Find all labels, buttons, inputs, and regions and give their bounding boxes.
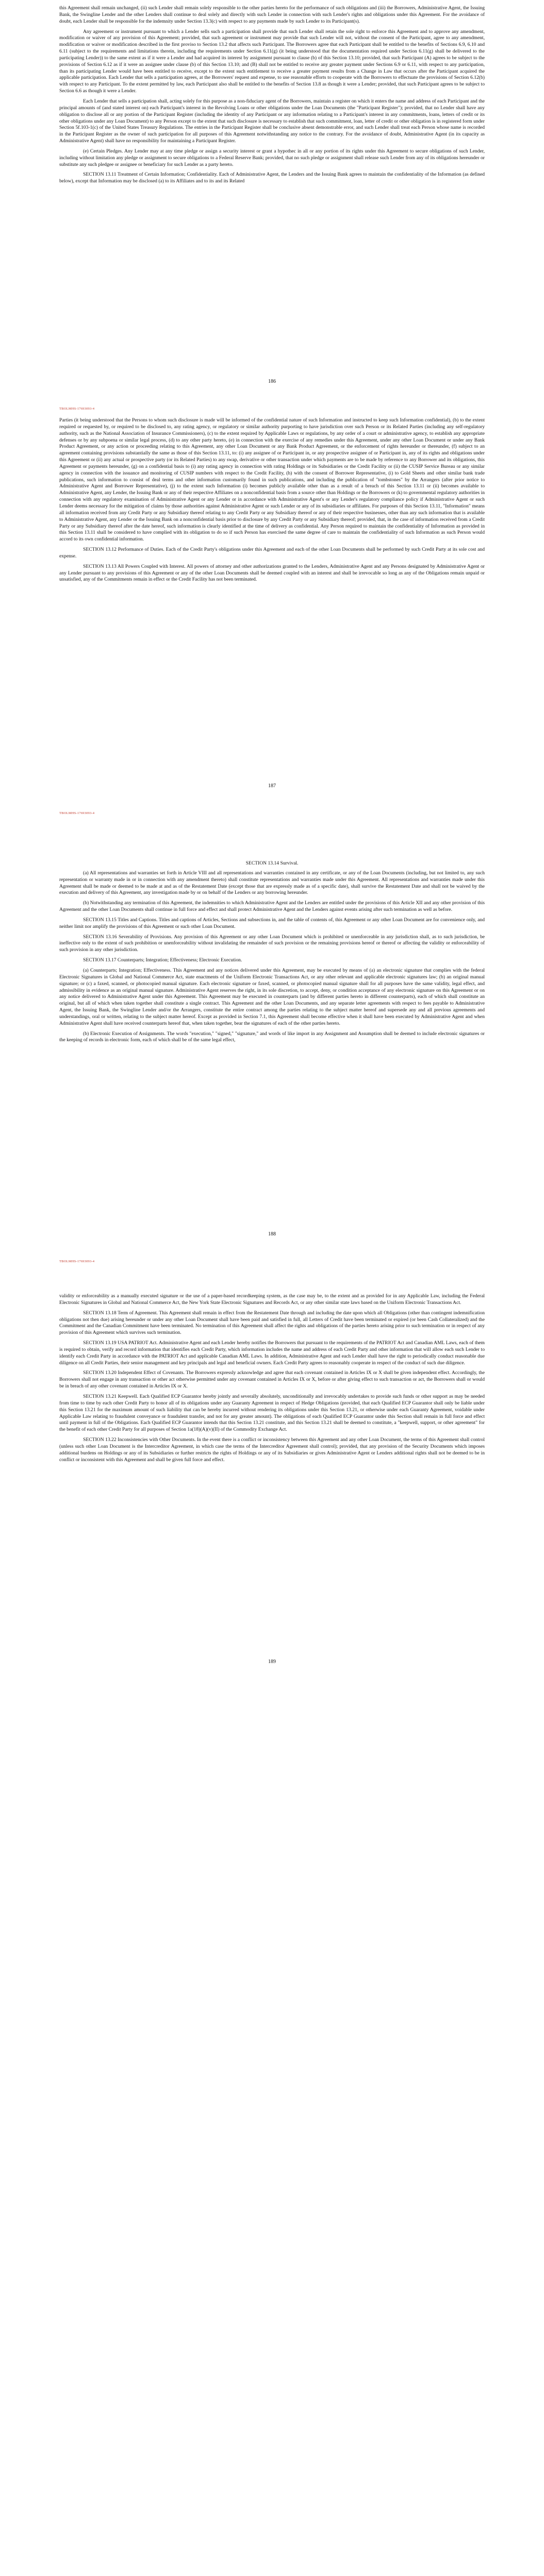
paragraph: SECTION 13.13 All Powers Coupled with Interest. All powers of attorney and other authorizations granted to the Lenders, Administrative Agent and any Persons designated by Administrative Agent or any Lender pursuant to any provisions of this Agreement or any of the other Loan Documents shall be deemed coupled with an interest and shall be irrevocable so long as any of the Obligations remain unpaid or unsatisfied, any of the Commitments remain in effect or the Credit Facility has not been terminated. <box>59 563 485 583</box>
page-number: 186 <box>268 379 276 384</box>
paragraph: Parties (it being understood that the Persons to whom such disclosure is made will be informed of the confidential nature of such Information and instructed to keep such Information confidential), (b) to the extent required or requested by, or required to be disclosed to, any rating agency, or regulatory or similar authority purporting to have jurisdiction over such Person or its Related Parties (including any self-regulatory authority, such as the National Association of Insurance Commissioners), (c) to the extent required by Applicable Laws or regulations, by any order of a court or administrative agency, to establish any appropriate defenses or by any subpoena or similar legal process, (d) to any other party hereto, (e) in connection with the exercise of any remedies under this Agreement, under any other Loan Document or under any Bank Product Agreement, or any action or proceeding relating to this Agreement, any other Loan Document or any Bank Product Agreement, or the enforcement of rights hereunder or thereunder, (f) subject to an agreement containing provisions substantially the same as those of this Section 13.11, to: (i) any assignee of or Participant in, or any prospective assignee of or Participant in, any of its rights and obligations under this Agreement or (ii) any actual or prospective party (or its Related Parties) to any swap, derivative or other transaction under which payments are to be made by reference to any Borrower and its obligations, this Agreement or payments hereunder, (g) on a confidential basis to (i) any rating agency in connection with rating Holdings or its Subsidiaries or the Credit Facility or (ii) the CUSIP Service Bureau or any similar agency in connection with the issuance and monitoring of CUSIP numbers with respect to the Credit Facility, (h) with the consent of Borrower Representative, (i) to Gold Sheets and other similar bank trade publications, such information to consist of deal terms and other information customarily found in such publications, and including the publication of "tombstones" by the Arrangers (after prior notice to Administrative Agent and Borrower Representative), (j) to the extent such Information (i) becomes publicly available other than as a result of a breach of this Section 13.11 or (ii) becomes available to Administrative Agent, any Lender, the Issuing Bank or any of their respective Affiliates on a nonconfidential basis from a source other than Holdings or the Borrowers or (k) to governmental regulatory authorities in connection with any regulatory examination of Administrative Agent or any Lender or in accordance with Administrative Agent's or any Lender's regulatory compliance policy if Administrative Agent or such Lender deems necessary for the mitigation of claims by those authorities against Administrative Agent or such Lender or any of its subsidiaries or affiliates. For purposes of this Section 13.11, "Information" means all information received from any Credit Party or any Subsidiary thereof relating to any Credit Party or any Subsidiary thereof or any of their respective businesses, other than any such information that is available to Administrative Agent, any Lender or the Issuing Bank on a nonconfidential basis prior to disclosure by any Credit Party or any Subsidiary thereof; provided, that, in the case of information received from a Credit Party or any Subsidiary thereof after the date hereof, such information is clearly identified at the time of delivery as confidential. Any Person required to maintain the confidentiality of Information as provided in this Section 13.11 shall be considered to have complied with its obligation to do so if such Person has exercised the same degree of care to maintain the confidentiality of such Information as such Person would accord to its own confidential information. <box>59 417 485 543</box>
paragraph: SECTION 13.19 USA PATRIOT Act. Administrative Agent and each Lender hereby notifies the Borrowers that pursuant to the requirements of the PATRIOT Act and Canadian AML Laws, each of them is required to obtain, verify and record information that identifies each Credit Party, which information includes the name and address of each Credit Party and other information that will allow each such Lender to identify each Credit Party in accordance with the PATRIOT Act and applicable Canadian AML Laws. In addition, Administrative Agent and each Lender shall have the right to periodically conduct reasonable due diligence on all Credit Parties, their senior management and key principals and legal and beneficial owners. Each Credit Party agrees to reasonably cooperate in respect of the conduct of such due diligence. <box>59 1340 485 1366</box>
paragraph: Each Lender that sells a participation shall, acting solely for this purpose as a non-fiduciary agent of the Borrowers, maintain a register on which it enters the name and address of each Participant and the principal amounts of (and stated interest on) each Participant's interest in the Revolving Loans or other obligations under the Loan Documents (the "Participant Register"); provided, that no Lender shall have any obligation to disclose all or any portion of the Participant Register (including the identity of any Participant or any information relating to a Participant's interest in any commitments, loans, letters of credit or its other obligations under any Loan Document) to any Person except to the extent that such disclosure is necessary to establish that such commitment, loan, letter of credit or other obligation is in registered form under Section 5f.103-1(c) of the United States Treasury Regulations. The entries in the Participant Register shall be conclusive absent demonstrable error, and such Lender shall treat each Person whose name is recorded in the Participant Register as the owner of such participation for all purposes of this Agreement notwithstanding any notice to the contrary. For the avoidance of doubt, Administrative Agent (in its capacity as Administrative Agent) shall have no responsibility for maintaining a Participant Register. <box>59 98 485 144</box>
document-code: TBOLMHS-17693093-4 <box>59 1260 95 1263</box>
page-body <box>59 1293 485 1467</box>
paragraph: SECTION 13.20 Independent Effect of Covenants. The Borrowers expressly acknowledge and agree that each covenant contained in Articles IX or X shall be given independent effect. Accordingly, the Borrowers shall not engage in any transaction or other act otherwise permitted under any covenant contained in Articles IX or X, before or after giving effect to such transaction or act, the Borrowers shall or would be in breach of any other covenant contained in Articles IX or X. <box>59 1370 485 1389</box>
paragraph: SECTION 13.22 Inconsistencies with Other Documents. In the event there is a conflict or inconsistency between this Agreement and any other Loan Document, the terms of this Agreement shall control (unless such other Loan Document is the Intercreditor Agreement, in which case the terms of the Intercreditor Agreement shall control); provided, that any provision of the Security Documents which imposes additional burdens on Holdings or any of its Subsidiaries or further restricts the rights of Holdings or any of its Subsidiaries or gives Administrative Agent or Lenders additional rights shall not be deemed to be in conflict or inconsistent with this Agreement and shall be given full force and effect. <box>59 1437 485 1463</box>
paragraph: SECTION 13.16 Severability of Provisions. Any provision of this Agreement or any other Loan Document which is prohibited or unenforceable in any jurisdiction shall, as to such jurisdiction, be ineffective only to the extent of such prohibition or unenforceability without invalidating the remainder of such provision or the remaining provisions hereof or thereof or affecting the validity or enforceability of such provision in any other jurisdiction. <box>59 934 485 953</box>
document-page <box>0 1288 544 1991</box>
paragraph: (b) Notwithstanding any termination of this Agreement, the indemnities to which Administrative Agent and the Lenders are entitled under the provisions of this Article XII and any other provision of this Agreement and the other Loan Documents shall continue in full force and effect and shall protect Administrative Agent and the Lenders against events arising after such termination as well as before. <box>59 900 485 913</box>
paragraph: validity or enforceability as a manually executed signature or the use of a paper-based recordkeeping system, as the case may be, to the extent and as provided for in any Applicable Law, including the Federal Electronic Signatures in Global and National Commerce Act, the New York State Electronic Signatures and Records Act, or any other similar state laws based on the Uniform Electronic Transactions Act. <box>59 1293 485 1306</box>
paragraph: (e) Certain Pledges. Any Lender may at any time pledge or assign a security interest or grant a hypothec in all or any portion of its rights under this Agreement to secure obligations of such Lender, including without limitation any pledge or assignment to secure obligations to a Federal Reserve Bank; provided, that no such pledge or assignment shall release such Lender from any of its obligations hereunder or substitute any such pledgee or assignee or beneficiary for such Lender as a party hereto. <box>59 148 485 167</box>
paragraph: SECTION 13.17 Counterparts; Integration; Effectiveness; Electronic Execution. <box>83 957 242 963</box>
paragraph: (a) All representations and warranties set forth in Article VIII and all representations and warranties contained in any certificate, or any of the Loan Documents (including, but not limited to, any such representation or warranty made in or in connection with any amendment thereto) shall constitute representations and warranties made under this Agreement. All representations and warranties made under this Agreement shall be made or deemed to be made at and as of the Restatement Date (except those that are expressly made as of a specific date), shall survive the Restatement Date and shall not be waived by the execution and delivery of this Agreement, any investigation made by or on behalf of the Lenders or any borrowing hereunder. <box>59 870 485 896</box>
paragraph: SECTION 13.12 Performance of Duties. Each of the Credit Party's obligations under this Agreement and each of the other Loan Documents shall be performed by such Credit Party at its sole cost and expense. <box>59 547 485 559</box>
page-body <box>59 855 485 1047</box>
paragraph: (a) Counterparts; Integration; Effectiveness. This Agreement and any notices delivered under this Agreement, may be executed by means of (a) an electronic signature that complies with the federal Electronic Signatures in Global and National Commerce Act, state enactments of the Uniform Electronic Transactions Act, or any other relevant and applicable electronic signatures law; (b) an original manual signature; or (c) a faxed, scanned, or photocopied manual signature. Each electronic signature or faxed, scanned, or photocopied manual signature shall for all purposes have the same validity, legal effect, and admissibility in evidence as an original manual signature. Administrative Agent reserves the right, in its sole discretion, to accept, deny, or condition acceptance of any electronic signature on this Agreement or on any notice delivered to Administrative Agent under this Agreement. This Agreement may be executed in counterparts (and by different parties hereto in different counterparts), each of which shall constitute an original, but all of which when taken together shall constitute a single contract. This Agreement and the other Loan Documents, and any separate letter agreements with respect to fees payable to Administrative Agent, the Issuing Bank, the Swingline Lender and/or the Arrangers, constitute the entire contract among the parties relating to the subject matter hereof and supersede any and all previous agreements and understandings, oral or written, relating to the subject matter hereof. Except as provided in Section 7.1, this Agreement shall become effective when it shall have been executed by Administrative Agent and when Administrative Agent shall have received counterparts hereof that, when taken together, bear the signatures of each of the other parties hereto. <box>59 967 485 1026</box>
paragraph: SECTION 13.11 Treatment of Certain Information; Confidentiality. Each of Administrative Agent, the Lenders and the Issuing Bank agrees to maintain the confidentiality of the Information (as defined below), except that Information may be disclosed (a) to its Affiliates and to its and its Related <box>59 172 485 184</box>
document-code: TBOLMHS-17693093-4 <box>59 811 95 815</box>
page-number: 187 <box>268 783 276 789</box>
section-heading: SECTION 13.14 Survival. <box>245 860 299 866</box>
paragraph: (b) Electronic Execution of Assignments. The words "execution," "signed," "signature," and words of like import in any Assignment and Assumption shall be deemed to include electronic signatures or the keeping of records in electronic form, each of which shall be of the same legal effect, <box>59 1030 485 1043</box>
page-number: 189 <box>268 1659 276 1665</box>
paragraph: SECTION 13.15 Titles and Captions. Titles and captions of Articles, Sections and subsections in, and the table of contents of, this Agreement or any other Loan Document are for convenience only, and neither limit nor amplify the provisions of this Agreement or such other Loan Document. <box>59 917 485 929</box>
document-code: TBOLMHS-17693093-4 <box>59 407 95 411</box>
paragraph: Any agreement or instrument pursuant to which a Lender sells such a participation shall provide that such Lender shall retain the sole right to enforce this Agreement and to approve any amendment, modification or waiver of any provision of this Agreement; provided, that such agreement or instrument may provide that such Lender will not, without the consent of the Participant, agree to any amendment, modification or waiver or modification described in the first proviso to Section 13.2 that affects such Participant. The Borrowers agree that each Participant shall be entitled to the benefits of Sections 6.9, 6.10 and 6.11 (subject to the requirements and limitations therein, including the requirements under Section 6.11(g) (it being understood that the documentation required under Section 6.11(g) shall be delivered to the participating Lender)) to the same extent as if it were a Lender and had acquired its interest by assignment pursuant to clause (b) of this Section 13.10; provided, that such Participant (A) agrees to be subject to the provisions of Section 6.12 as if it were an assignee under clause (b) of this Section 13.10; and (B) shall not be entitled to receive any greater payment under Sections 6.9 or 6.11, with respect to any participation, than its participating Lender would have been entitled to receive, except to the extent such entitlement to receive a greater payment results from a Change in Law that occurs after the Participant acquired the applicable participation. Each Lender that sells a participation agrees, at the Borrowers' request and expense, to use reasonable efforts to cooperate with the Borrowers to effectuate the provisions of Section 6.12(b) with respect to any Participant. To the extent permitted by law, each Participant also shall be entitled to the benefits of Section 13.8 as though it were a Lender; provided, that such Participant agrees to be subject to Section 6.6 as though it were a Lender. <box>59 28 485 94</box>
paragraph: SECTION 13.18 Term of Agreement. This Agreement shall remain in effect from the Restatement Date through and including the date upon which all Obligations (other than contingent indemnification obligations not then due) arising hereunder or under any other Loan Document shall have been paid and satisfied in full, all Letters of Credit have been terminated or expired (or been Cash Collateralized) and the Commitment and the Canadian Commitment have been terminated. No termination of this Agreement shall affect the rights and obligations of the parties hereto arising prior to such termination or in respect of any provision of this Agreement which survives such termination. <box>59 1310 485 1336</box>
page-number: 188 <box>268 1231 276 1237</box>
paragraph: this Agreement shall remain unchanged, (ii) such Lender shall remain solely responsible to the other parties hereto for the performance of such obligations and (iii) the Borrowers, Administrative Agent, the Issuing Bank, the Swingline Lender and the other Lenders shall continue to deal solely and directly with such Lender in connection with such Lender's rights and obligations under this Agreement. For the avoidance of doubt, each Lender shall be responsible for the indemnity under Section 13.3(c) with respect to any payments made by such Lender to its Participant(s). <box>59 5 485 24</box>
page-body <box>59 417 485 587</box>
page-body <box>59 5 485 189</box>
paragraph: SECTION 13.21 Keepwell. Each Qualified ECP Guarantor hereby jointly and severally absolutely, unconditionally and irrevocably undertakes to provide such funds or other support as may be needed from time to time by each other Credit Party to honor all of its obligations under any Guaranty Agreement in respect of Hedge Obligations (provided, that each Qualified ECP Guarantor shall only be liable under this Section 13.21 for the maximum amount of such liability that can be hereby incurred without rendering its obligations under this Section 13.21, or otherwise under each Guaranty Agreement, voidable under Applicable Law relating to fraudulent conveyance or fraudulent transfer, and not for any greater amount). The obligations of each Qualified ECP Guarantor under this Section shall remain in full force and effect until payment in full of the Obligations. Each Qualified ECP Guarantor intends that this Section 13.21 constitute, and this Section 13.21 shall be deemed to constitute, a "keepwell, support, or other agreement" for the benefit of each other Credit Party for all purposes of Section 1a(18)(A)(v)(II) of the Commodity Exchange Act. <box>59 1393 485 1433</box>
